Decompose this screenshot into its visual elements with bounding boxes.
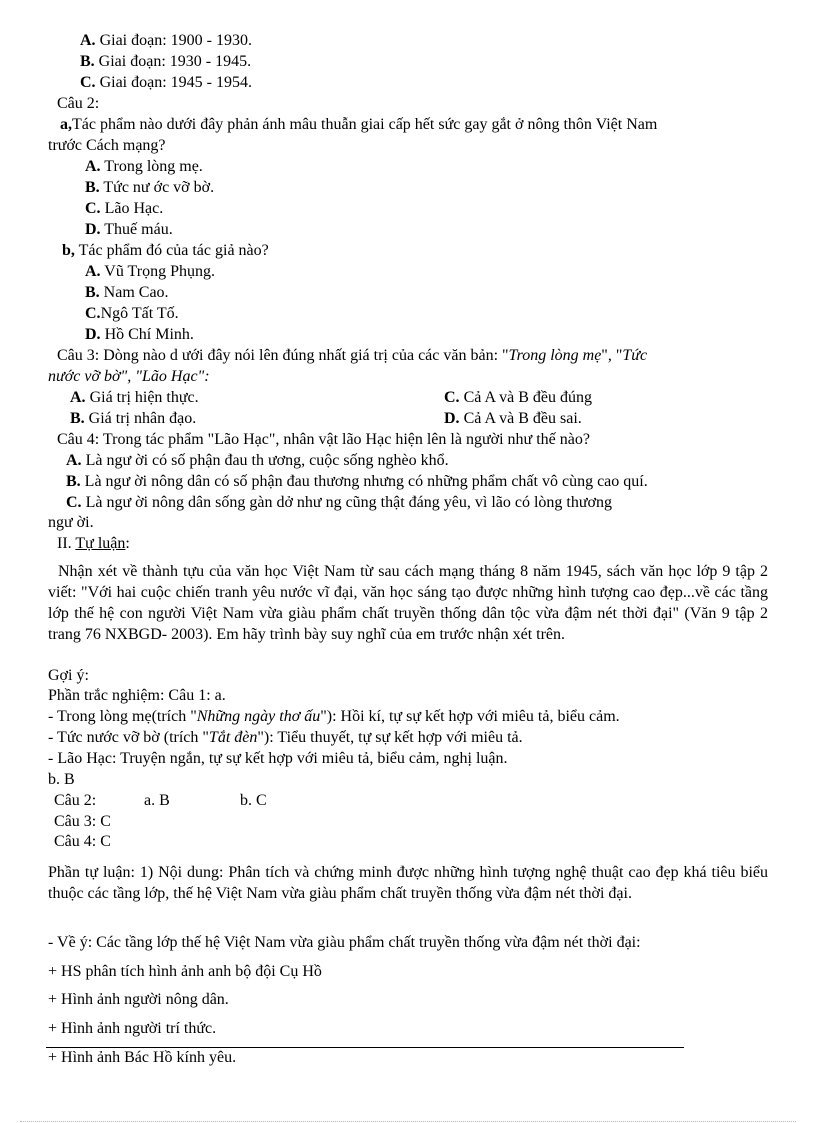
q2-title: Câu 2: [57, 95, 100, 112]
q4-option-a: A. Là ngư ời có số phận đau th ương, cuộc sống nghèo khổ. [66, 452, 449, 469]
hints-q2-b: b. C [240, 792, 267, 809]
q1-option-c: C. Giai đoạn: 1945 - 1954. [80, 74, 252, 91]
hints-bullet-3: + Hình ảnh người trí thức. [48, 1020, 217, 1037]
q3-option-a: A. Giá trị hiện thực. [70, 389, 199, 406]
q2-a-question-cont: trước Cách mạng? [48, 137, 166, 154]
q3-question-cont: nước vỡ bờ", "Lão Hạc": [48, 368, 210, 385]
q2-a-question: a,Tác phẩm nào dưới đây phản ánh mâu thuẫn giai cấp hết sức gay gắt ở nông thôn Việt Nam [60, 116, 658, 133]
hints-work-3: - Lão Hạc: Truyện ngắn, tự sự kết hợp với miêu tả, biểu cảm, nghị luận. [48, 750, 508, 767]
page-bottom-border [20, 1121, 796, 1122]
q1-option-a: A. Giai đoạn: 1900 - 1930. [80, 32, 252, 49]
q4-option-b: B. Là ngư ời nông dân có số phận đau thương nhưng có những phẩm chất vô cùng cao quí. [66, 473, 648, 490]
essay-heading: II. Tự luận: [57, 535, 130, 552]
q3-question: Câu 3: Dòng nào d ưới đây nói lên đúng nhất giá trị của các văn bản: "Trong lòng mẹ", "Tức [57, 347, 648, 364]
q2-a-option-c: C. Lão Hạc. [85, 200, 164, 217]
hints-idea-line: - Về ý: Các tầng lớp thế hệ Việt Nam vừa giàu phẩm chất truyền thống vừa đậm nét thời đại: [48, 934, 641, 951]
hints-q2-label: Câu 2: [54, 792, 97, 809]
hints-bullet-2: + Hình ảnh người nông dân. [48, 991, 229, 1008]
hints-q4: Câu 4: C [54, 833, 111, 850]
q3-option-d: D. Cả A và B đều sai. [444, 410, 582, 427]
q2-b-question: b, Tác phẩm đó của tác giả nào? [62, 242, 269, 259]
q4-option-c: C. Là ngư ời nông dân sống gàn dở như ng cũng thật đáng yêu, vì lão có lòng thương [66, 494, 612, 511]
hints-work-2: - Tức nước vỡ bờ (trích "Tắt đèn"): Tiểu thuyết, tự sự kết hợp với miêu tả. [48, 729, 523, 746]
essay-prompt: Nhận xét về thành tựu của văn học Việt Nam từ sau cách mạng tháng 8 năm 1945, sách văn học lớp 9 tập 2 viết: "Với hai cuộc chiến tranh yêu nước vĩ đại, văn học sáng tạo được những hình tượng cao đẹp...về các tầng lớp thế hệ con người Việt Nam vừa giàu phẩm chất truyền thống dân tộc vừa đậm nét thời đại" (Văn 9 tập 2 trang 76 NXBGD- 2003). Em hãy trình bày suy nghĩ của em trước nhận xét trên. [48, 563, 768, 643]
hints-mc-line: Phần trắc nghiệm: Câu 1: a. [48, 687, 226, 704]
q2-b-option-a: A. Vũ Trọng Phụng. [85, 263, 215, 280]
hints-bullet-1: + HS phân tích hình ảnh anh bộ đội Cụ Hồ [48, 963, 322, 980]
hints-q2-a: a. B [144, 792, 170, 809]
q1-option-b: B. Giai đoạn: 1930 - 1945. [80, 53, 252, 70]
q3-option-c: C. Cả A và B đều đúng [444, 389, 592, 406]
hints-essay-content: Phần tự luận: 1) Nội dung: Phân tích và chứng minh được những hình tượng nghệ thuật cao đẹp khá tiêu biểu thuộc các tầng lớp, thế hệ Việt Nam vừa giàu phẩm chất truyền thống vừa đậm nét thời đại. [48, 864, 768, 902]
q4-question: Câu 4: Trong tác phẩm "Lão Hạc", nhân vật lão Hạc hiện lên là người như thế nào? [57, 431, 590, 448]
q2-a-option-d: D. Thuế máu. [85, 221, 173, 238]
hints-b-line: b. B [48, 771, 75, 788]
q4-option-c-cont: ngư ời. [48, 514, 94, 531]
q2-b-option-c: C.Ngô Tất Tố. [85, 305, 179, 322]
hints-q3: Câu 3: C [54, 813, 111, 830]
hints-bullet-4: + Hình ảnh Bác Hồ kính yêu. [48, 1049, 237, 1066]
q3-option-b: B. Giá trị nhân đạo. [70, 410, 197, 427]
q2-b-option-d: D. Hồ Chí Minh. [85, 326, 194, 343]
q2-a-option-b: B. Tức nư ớc vỡ bờ. [85, 179, 215, 196]
q2-b-option-b: B. Nam Cao. [85, 284, 169, 301]
hints-title: Gợi ý: [48, 667, 89, 684]
q2-a-option-a: A. Trong lòng mẹ. [85, 158, 203, 175]
hints-work-1: - Trong lòng mẹ(trích "Những ngày thơ ấu"): Hồi kí, tự sự kết hợp với miêu tả, biểu cảm. [48, 708, 620, 725]
